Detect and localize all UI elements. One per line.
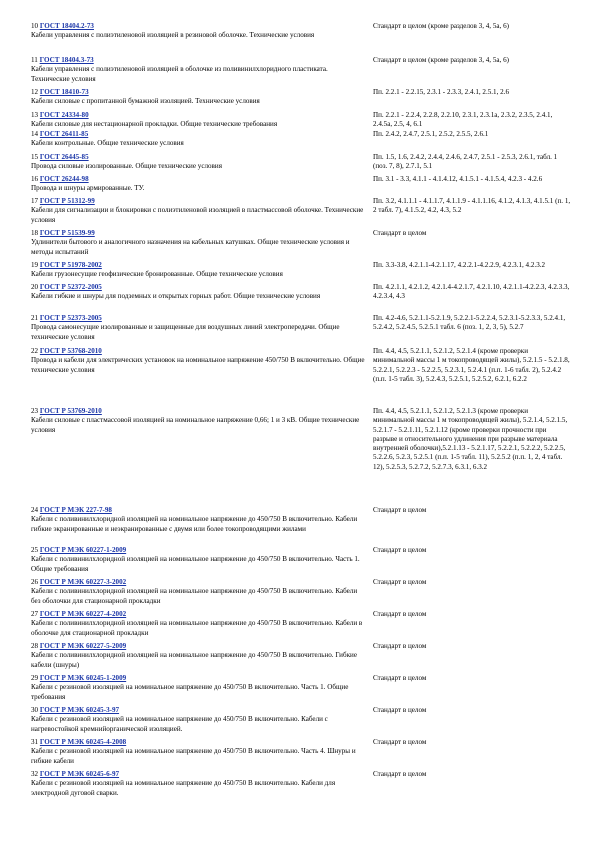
item-number: 12 [31, 88, 39, 96]
applicable-clauses: Стандарт в целом [373, 610, 427, 618]
standard-title: Кабели с резиновой изоляцией на номинальное напряжение до 450/750 В включительно. Часть 1. Общие требования [31, 683, 349, 701]
item-number: 32 [31, 770, 39, 778]
applicable-clauses: Пп. 2.4.2, 2.4.7, 2.5.1, 2.5.2, 2.5.5, 2.6.1 [373, 130, 489, 138]
standard-title: Кабели управления с полиэтиленовой изоляцией в резиновой оболочке. Технические условия [31, 31, 315, 40]
applicable-clauses: Стандарт в целом (кроме разделов 3, 4, 5а, 6) [373, 56, 509, 64]
standard-title: Кабели силовые с пластмассовой изоляцией на номинальное напряжение 0,66; 1 и 3 кВ. Общие технические условия [31, 416, 360, 434]
standard-link[interactable]: ГОСТ Р 53768-2010 [39, 347, 102, 355]
item-number: 17 [31, 197, 39, 205]
standard-link[interactable]: ГОСТ Р МЭК 60245-4-2008 [39, 738, 127, 746]
standard-link[interactable]: ГОСТ Р МЭК 60245-3-97 [39, 706, 120, 714]
standard-link[interactable]: ГОСТ Р МЭК 60227-3-2002 [39, 578, 127, 586]
standard-title: Кабели с резиновой изоляцией на номинальное напряжение до 450/750 В включительно. Кабели для электродной дуговой сварки. [31, 779, 336, 797]
standard-link[interactable]: ГОСТ 26244-98 [39, 175, 89, 183]
standard-link[interactable]: ГОСТ 24334-80 [39, 111, 89, 119]
item-number: 31 [31, 738, 39, 746]
item-number: 11 [31, 56, 38, 64]
standard-title: Кабели с поливинилхлоридной изоляцией на номинальное напряжение до 450/750 В включительно. Часть 1. Общие требования [31, 555, 360, 573]
standard-title-block [31, 770, 368, 798]
standard-title-block [31, 22, 368, 41]
standard-title-block [31, 706, 368, 734]
standard-title: Кабели для сигнализации и блокировки с полиэтиленовой изоляцией в пластмассовой оболочке. Технические условия [31, 206, 364, 224]
standard-link[interactable]: ГОСТ Р МЭК 60227-1-2009 [39, 546, 127, 554]
standard-title: Кабели силовые с пропитанной бумажной изоляцией. Технические условия [31, 97, 260, 106]
standard-link[interactable]: ГОСТ Р МЭК 60227-4-2002 [39, 610, 127, 618]
standard-title: Кабели с резиновой изоляцией на номинальное напряжение до 450/750 В включительно. Часть 4. Шнуры и гибкие кабели [31, 747, 356, 765]
item-number: 24 [31, 506, 39, 514]
standard-title-block [31, 283, 368, 302]
standard-title-block [31, 642, 368, 670]
standard-title-block [31, 130, 368, 149]
item-number: 25 [31, 546, 39, 554]
standard-link[interactable]: ГОСТ Р 53769-2010 [39, 407, 102, 415]
standard-title: Кабели с поливинилхлоридной изоляцией на номинальное напряжение до 450/750 В включительно. Кабели гибкие экранированные и неэкранированные с двумя или более токопроводящими жилами [31, 515, 358, 533]
standard-title-block [31, 674, 368, 702]
item-number: 19 [31, 261, 39, 269]
standard-link[interactable]: ГОСТ Р МЭК 60245-6-97 [39, 770, 120, 778]
standard-title-block [31, 578, 368, 606]
standard-link[interactable]: ГОСТ Р 51312-99 [39, 197, 95, 205]
applicable-clauses: Стандарт в целом (кроме разделов 3, 4, 5а, 6) [373, 22, 509, 30]
standard-title-block [31, 738, 368, 766]
item-number: 29 [31, 674, 39, 682]
applicable-clauses: Пп. 3.3-3.8, 4.2.1.1-4.2.1.17, 4.2.2.1-4.2.2.9, 4.2.3.1, 4.2.3.2 [373, 261, 546, 269]
standard-title: Кабели контрольные. Общие технические условия [31, 139, 184, 148]
applicable-clauses: Пп. 4.4, 4.5, 5.2.1.1, 5.2.1.2, 5.2.1.3 (кроме проверки минимальной массы 1 м токопроводящей жилы), 5.2.1.4, 5.2.1.5, 5.2.1.7 - 5.2.1.11, 5.2.1.12 (кроме проверки прочности при разрыве и относительного удлинения при разрыве материала внутренней оболочки),5.2.1.13 - 5.2.1.17, 5.2.2.1, 5.2.2.2, 5.2.2.5, 5.2.2.6, 5.2.3, 5.2.5.1 (п.п. 1-5 табл. 11), 5.2.5.2 (п.п. 1, 2, 4 табл. 12), 5.2.5.3, 5.2.7.2, 5.2.7.3, 6.3.1, 6.3.2 [373, 407, 568, 471]
standard-title-block [31, 407, 368, 435]
applicable-clauses: Стандарт в целом [373, 578, 427, 586]
standard-link[interactable]: ГОСТ Р 51978-2002 [39, 261, 102, 269]
standard-title: Провода силовые изолированные. Общие технические условия [31, 162, 222, 171]
applicable-clauses: Стандарт в целом [373, 642, 427, 650]
applicable-clauses: Стандарт в целом [373, 546, 427, 554]
item-number: 28 [31, 642, 39, 650]
item-number: 21 [31, 314, 39, 322]
standard-title: Кабели с поливинилхлоридной изоляцией на номинальное напряжение до 450/750 В включительно. Кабели в оболочке для стационарной прокладки [31, 619, 363, 637]
standard-link[interactable]: ГОСТ Р 51539-99 [39, 229, 95, 237]
item-number: 23 [31, 407, 39, 415]
applicable-clauses: Пп. 2.2.1 - 2.2.15, 2.3.1 - 2.3.3, 2.4.1, 2.5.1, 2.6 [373, 88, 510, 96]
standard-title-block [31, 88, 368, 107]
applicable-clauses: Пп. 3.1 - 3.3, 4.1.1 - 4.1.4.12, 4.1.5.1 - 4.1.5.4, 4.2.3 - 4.2.6 [373, 175, 543, 183]
standard-title: Провода самонесущие изолированные и защищенные для воздушных линий электропередачи. Общие технические условия [31, 323, 340, 341]
applicable-clauses: Стандарт в целом [373, 738, 427, 746]
item-number: 27 [31, 610, 39, 618]
item-number: 13 [31, 111, 39, 119]
standard-title: Кабели управления с полиэтиленовой изоляцией в оболочке из поливинилхлоридного пластиката. Технические условия [31, 65, 328, 83]
standard-title-block [31, 111, 368, 130]
standard-link[interactable]: ГОСТ Р МЭК 227-7-98 [39, 506, 112, 514]
applicable-clauses: Пп. 4.2-4.6, 5.2.1.1-5.2.1.9, 5.2.2.1-5.2.2.4, 5.2.3.1-5.2.3.3, 5.2.4.1, 5.2.4.2, 5.2.4.5, 5.2.5.1 табл. 6 (поз. 1, 2, 3, 5), 5.2.7 [373, 314, 566, 332]
item-number: 10 [31, 22, 39, 30]
standard-title-block [31, 229, 368, 257]
standard-link[interactable]: ГОСТ 18410-73 [39, 88, 89, 96]
item-number: 15 [31, 153, 39, 161]
applicable-clauses: Стандарт в целом [373, 770, 427, 778]
standard-link[interactable]: ГОСТ Р 52372-2005 [39, 283, 102, 291]
standard-link[interactable]: ГОСТ 26411-85 [39, 130, 89, 138]
standard-title-block [31, 153, 368, 172]
item-number: 22 [31, 347, 39, 355]
applicable-clauses: Стандарт в целом [373, 674, 427, 682]
standard-title: Кабели гибкие и шнуры для подземных и открытых горных работ. Общие технические условия [31, 292, 321, 301]
standard-title-block [31, 610, 368, 638]
standard-title-block [31, 197, 368, 225]
applicable-clauses: Пп. 4.4, 4.5, 5.2.1.1, 5.2.1.2, 5.2.1.4 (кроме проверки минимальной массы 1 м токопроводящей жилы), 5.2.1.5 - 5.2.1.8, 5.2.2.1, 5.2.2.3 - 5.2.2.5, 5.2.3.1, 5.2.4.1 (п.п. 1-6 табл. 2), 5.2.4.2 (п.п. 1-5 табл. 3), 5.2.4.3, 5.2.5.1, 5.2.5.2, 6.2.1, 6.2.2 [373, 347, 570, 383]
standard-title: Кабели с поливинилхлоридной изоляцией на номинальное напряжение до 450/750 В включительно. Гибкие кабели (шнуры) [31, 651, 357, 669]
standard-title-block [31, 261, 368, 280]
standard-title-block [31, 347, 368, 375]
applicable-clauses: Стандарт в целом [373, 229, 427, 237]
applicable-clauses: Пп. 3.2, 4.1.1.1 - 4.1.1.7, 4.1.1.9 - 4.1.1.16, 4.1.2, 4.1.3, 4.1.5.1 (п. 1, 2 табл. 7), 4.1.5.2, 4.2, 4.3, 5.2 [373, 197, 571, 215]
standard-title-block [31, 56, 368, 84]
item-number: 18 [31, 229, 39, 237]
standard-link[interactable]: ГОСТ 26445-85 [39, 153, 89, 161]
standard-link[interactable]: ГОСТ Р 52373-2005 [39, 314, 102, 322]
applicable-clauses: Стандарт в целом [373, 506, 427, 514]
standard-title: Удлинители бытового и аналогичного назначения на кабельных катушках. Общие технические условия и методы испытаний [31, 238, 350, 256]
standard-title: Кабели с резиновой изоляцией на номинальное напряжение до 450/750 В включительно. Кабели с нагревостойкой кремнийорганической изоляцией. [31, 715, 328, 733]
applicable-clauses: Пп. 4.2.1.1, 4.2.1.2, 4.2.1.4-4.2.1.7, 4.2.1.10, 4.2.1.1-4.2.2.3, 4.2.3.3, 4.2.3.4, 4.3 [373, 283, 570, 301]
standard-title: Провода и кабели для электрических установок на номинальное напряжение 450/750 В включительно. Общие технические условия [31, 356, 365, 374]
item-number: 20 [31, 283, 39, 291]
applicable-clauses: Пп. 1.5, 1.6, 2.4.2, 2.4.4, 2.4.6, 2.4.7, 2.5.1 - 2.5.3, 2.6.1, табл. 1 (поз. 7, 8), 2.7.1, 5.1 [373, 153, 558, 171]
item-number: 16 [31, 175, 39, 183]
item-number: 14 [31, 130, 39, 138]
standard-link[interactable]: ГОСТ Р МЭК 60227-5-2009 [39, 642, 127, 650]
standard-title-block [31, 175, 368, 194]
item-number: 30 [31, 706, 39, 714]
standard-title: Кабели с поливинилхлоридной изоляцией на номинальное напряжение до 450/750 В включительно. Кабели без оболочки для стационарной прокладки [31, 587, 358, 605]
standard-link[interactable]: ГОСТ 18404.2-73 [39, 22, 94, 30]
standard-title: Провода и шнуры армированные. ТУ. [31, 184, 145, 193]
standard-link[interactable]: ГОСТ 18404.3-73 [39, 56, 94, 64]
applicable-clauses: Стандарт в целом [373, 706, 427, 714]
applicable-clauses: Пп. 2.2.1 - 2.2.4, 2.2.8, 2.2.10, 2.3.1, 2.3.1а, 2.3.2, 2.3.5, 2.4.1, 2.4.5а, 2.5, 4, 6.1 [373, 111, 553, 129]
standard-title-block [31, 314, 368, 342]
standard-title-block [31, 546, 368, 574]
standard-title-block [31, 506, 368, 534]
standard-title: Кабели силовые для нестационарной прокладки. Общие технические требования [31, 120, 278, 129]
standard-title: Кабели грузонесущие геофизические бронированные. Общие технические условия [31, 270, 283, 279]
item-number: 26 [31, 578, 39, 586]
standard-link[interactable]: ГОСТ Р МЭК 60245-1-2009 [39, 674, 127, 682]
